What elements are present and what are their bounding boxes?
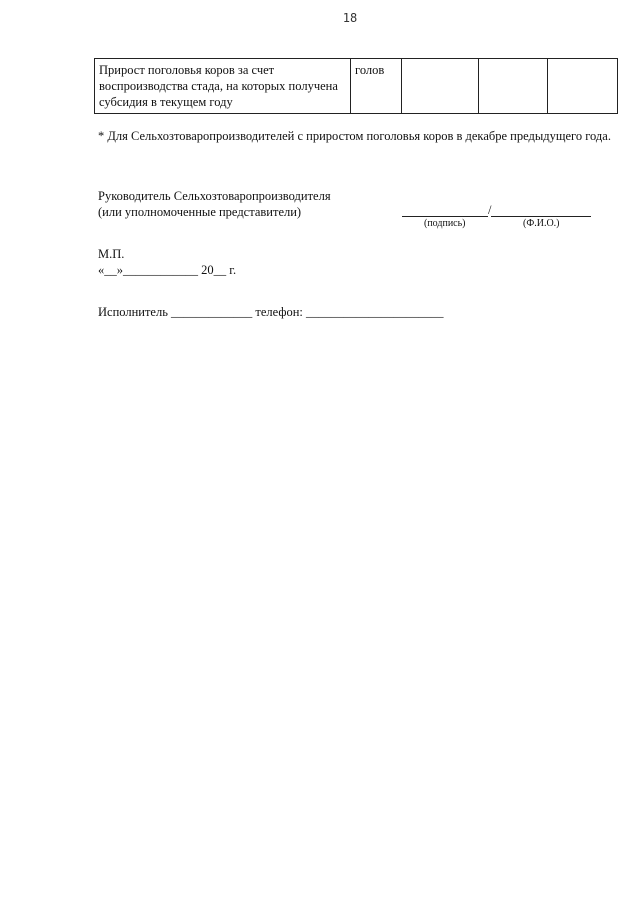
stamp-block <box>98 246 236 278</box>
signature-blank <box>402 204 488 217</box>
unit-cell: голов <box>351 59 402 114</box>
value-cell-3 <box>548 59 618 114</box>
page-number: 18 <box>342 11 358 25</box>
signature-line <box>402 203 591 217</box>
footnote: * Для Сельхозтоваропроизводителей с приростом поголовья коров в декабре предыдущего года. <box>98 129 611 143</box>
date-line: «__»____________ 20__ г. <box>98 263 237 277</box>
signer-block <box>98 188 331 220</box>
value-cell-2 <box>479 59 548 114</box>
table-row <box>95 59 618 114</box>
value-cell-1 <box>402 59 479 114</box>
name-caption: (Ф.И.О.) <box>523 218 560 229</box>
signer-title: Руководитель Сельхозтоваропроизводителя <box>98 189 331 203</box>
signature-caption: (подпись) <box>424 218 466 229</box>
indicator-table <box>94 58 618 114</box>
indicator-cell: Прирост поголовья коров за счет воспроизводства стада, на которых получена субсидия в текущем году <box>95 59 351 114</box>
signer-subtitle: (или уполномоченные представители) <box>98 205 302 219</box>
name-blank <box>491 204 591 217</box>
executor-line: Исполнитель _____________ телефон: ______________________ <box>98 305 444 319</box>
stamp-label: М.П. <box>98 247 125 261</box>
signature-separator: / <box>488 203 492 217</box>
